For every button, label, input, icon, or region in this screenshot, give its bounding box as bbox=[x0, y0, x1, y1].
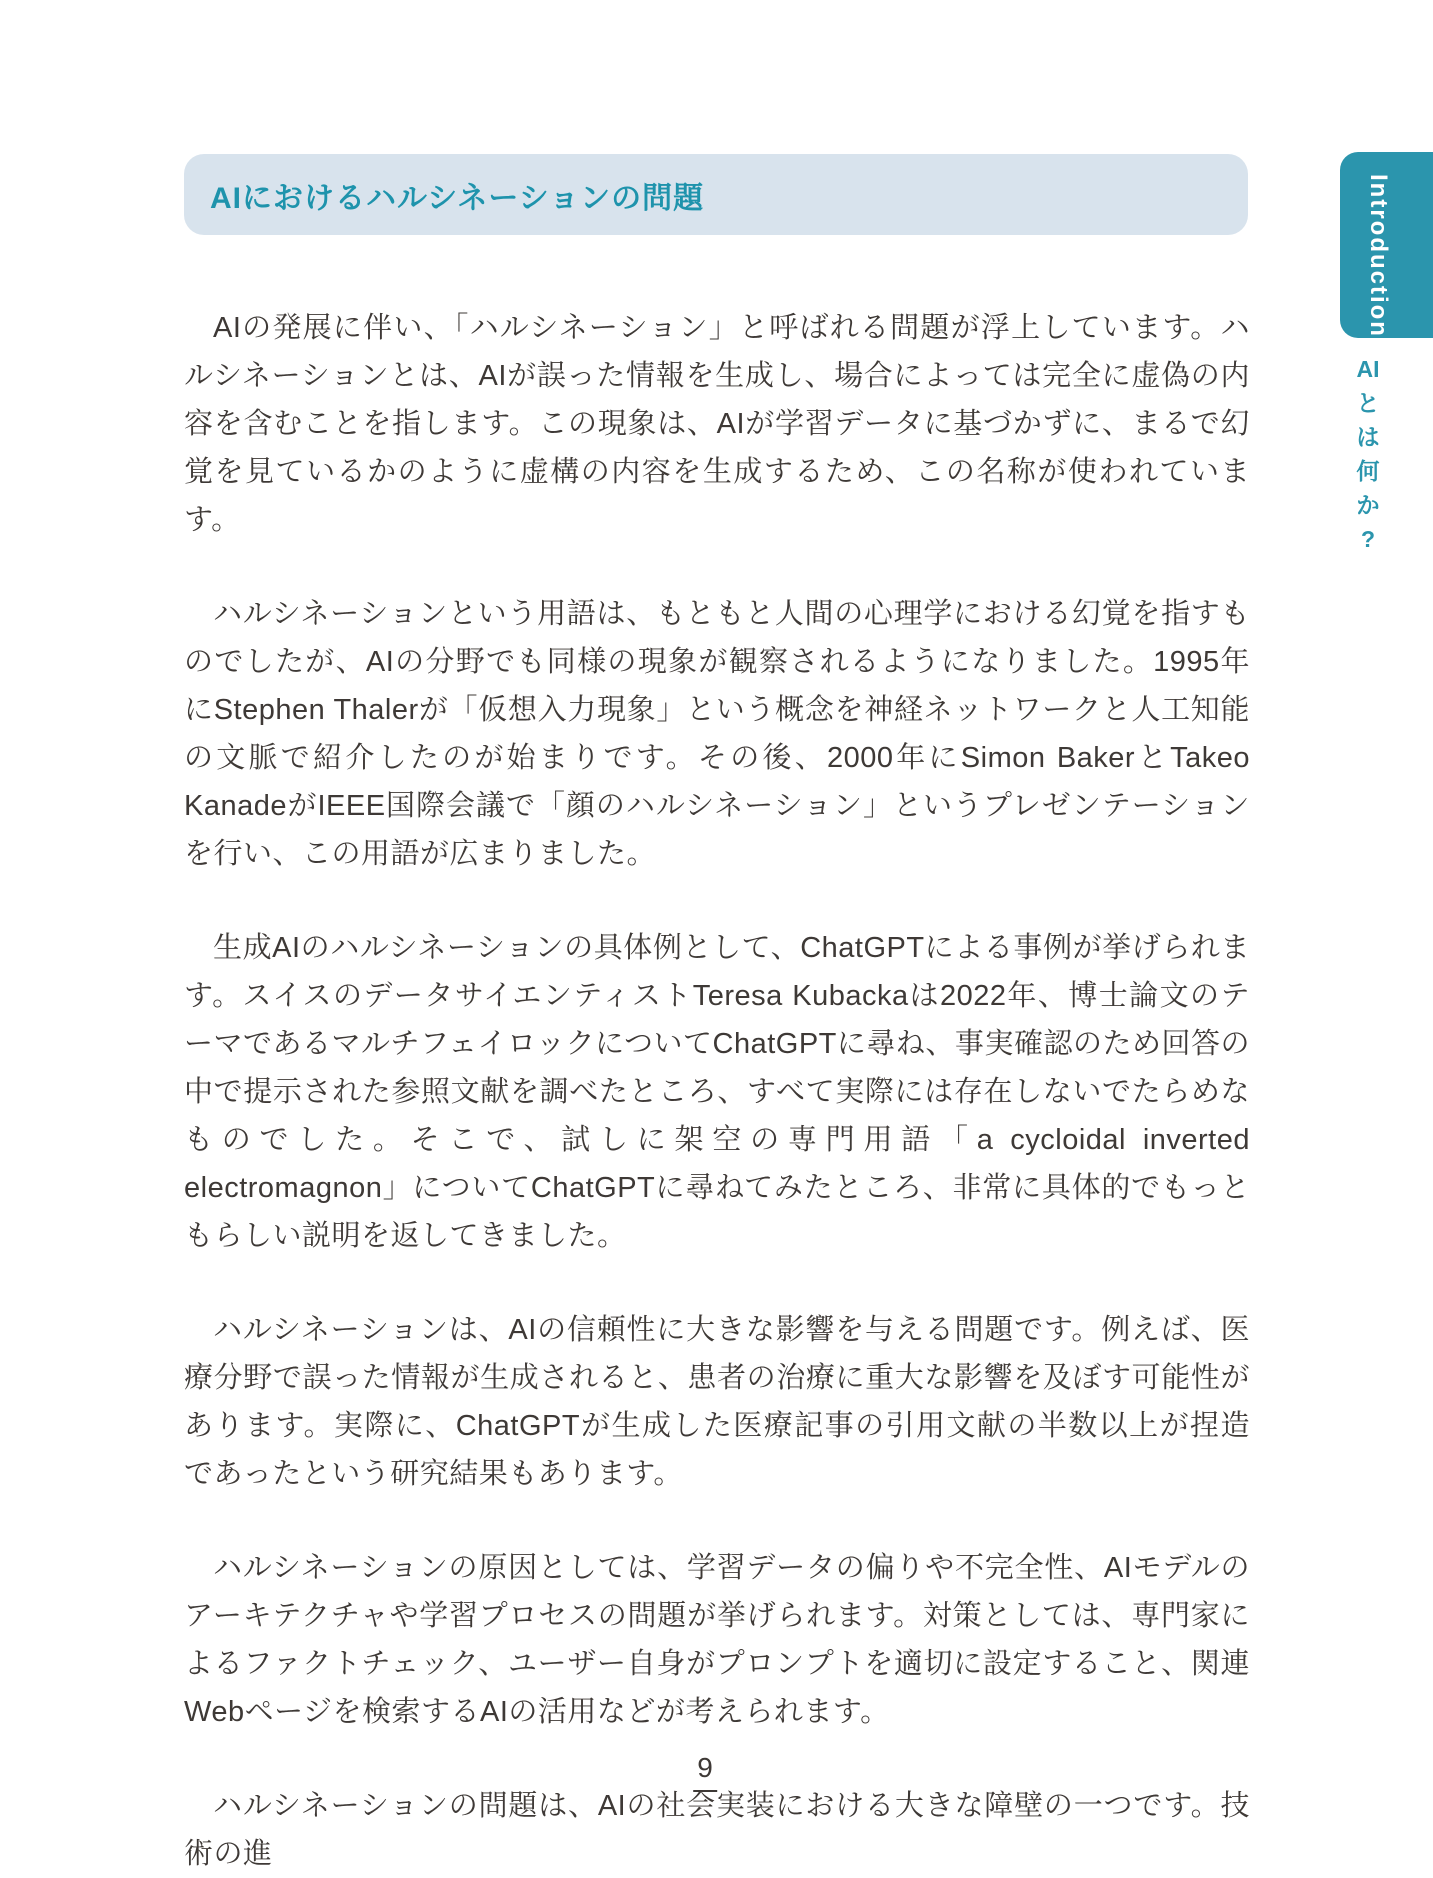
paragraph: ハルシネーションの原因としては、学習データの偏りや不完全性、AIモデルのアーキテクチャや学習プロセスの問題が挙げられます。対策としては、専門家によるファクトチェック、ユーザー自身がプロンプトを適切に設定すること、関連Webページを検索するAIの活用などが考えられます。 bbox=[184, 1552, 1250, 1728]
section-title: AIにおけるハルシネーションの問題 bbox=[210, 181, 705, 215]
page-number: 9 bbox=[693, 1752, 717, 1792]
paragraph: 生成AIのハルシネーションの具体例として、ChatGPTによる事例が挙げられます。スイスのデータサイエンティストTeresa Kubackaは2022年、博士論文のテーマであるマルチフェイロックについてChatGPTに尋ね、事実確認のため回答の中で提示された参照文献を調べたところ、すべて実際には存在しないでたらめなものでした。そこで、試しに架空の専門用語「a cycloidal inverted electromagnon」についてChatGPTに尋ねてみたところ、非常に具体的でもっともらしい説明を返してきました。 bbox=[184, 932, 1250, 1252]
paragraph: ハルシネーションは、AIの信頼性に大きな影響を与える問題です。例えば、医療分野で誤った情報が生成されると、患者の治療に重大な影響を及ぼす可能性があります。実際に、ChatGPTが生成した医療記事の引用文献の半数以上が捏造であったという研究結果もあります。 bbox=[184, 1314, 1250, 1490]
paragraph: AIの発展に伴い、「ハルシネーション」と呼ばれる問題が浮上しています。ハルシネーションとは、AIが誤った情報を生成し、場合によっては完全に虚偽の内容を含むことを指します。この現象は、AIが学習データに基づかずに、まるで幻覚を見ているかのように虚構の内容を生成するため、この名称が使われています。 bbox=[184, 312, 1250, 536]
section-label-part: か bbox=[1356, 492, 1380, 518]
section-label-part: 何 bbox=[1356, 458, 1380, 484]
section-label-part: は bbox=[1356, 424, 1380, 450]
section-vertical-label bbox=[1344, 352, 1392, 556]
paragraph: ハルシネーションという用語は、もともと人間の心理学における幻覚を指すものでしたが、AIの分野でも同様の現象が観察されるようになりました。1995年にStephen Thalerが「仮想入力現象」という概念を神経ネットワークと人工知能の文脈で紹介したのが始まりです。その後、2000年にSimon BakerとTakeo KanadeがIEEE国際会議で「顔のハルシネーション」というプレゼンテーションを行い、この用語が広まりました。 bbox=[184, 598, 1250, 870]
section-label-part: ? bbox=[1360, 526, 1376, 552]
section-label-part: と bbox=[1356, 390, 1380, 416]
page-footer bbox=[693, 1752, 717, 1792]
chapter-tab-label: Introduction bbox=[1365, 174, 1392, 338]
section-header bbox=[184, 154, 1248, 235]
paragraph: ハルシネーションの問題は、AIの社会実装における大きな障壁の一つです。技術の進 bbox=[184, 1790, 1250, 1870]
chapter-tab bbox=[1340, 152, 1433, 338]
section-label-part: AI bbox=[1356, 356, 1380, 382]
body-text bbox=[184, 304, 1250, 1878]
